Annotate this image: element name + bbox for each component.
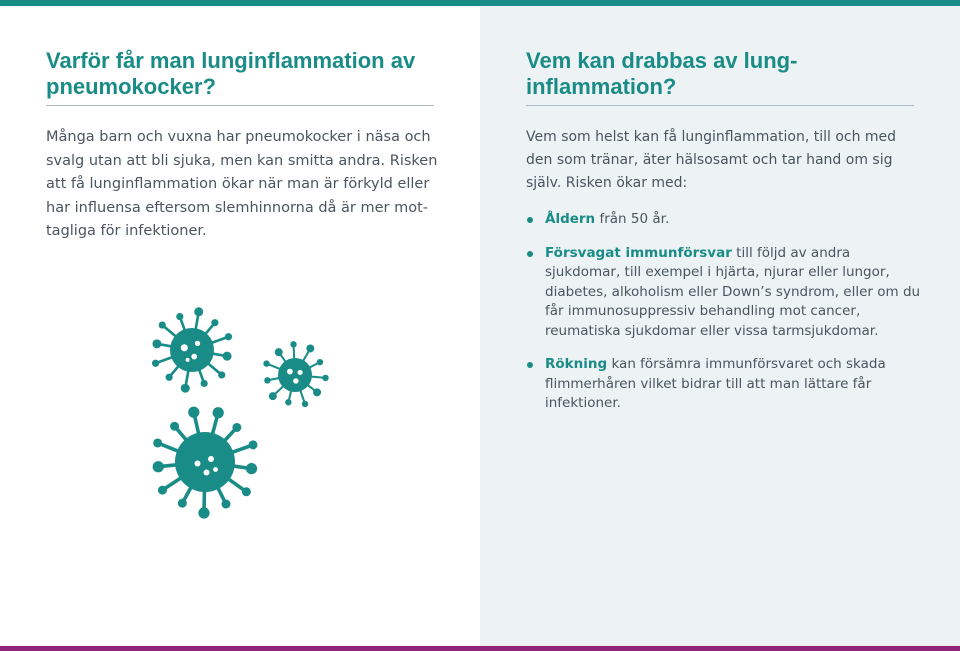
risk-text-smoking: kan försämra immunförsvaret och skada flimmerhåren vilket bidrar till att man lättare får infektioner. <box>545 356 886 411</box>
risk-factor-list <box>526 210 921 414</box>
risk-term-smoking: Rökning <box>545 356 608 372</box>
virus-icon-large <box>153 407 258 519</box>
risk-text-immune: till följd av andra sjukdomar, till exempel i hjärta, njurar eller lungor, diabetes, alkoholism eller Down’s syndrom, eller om du får immunosuppressiv behandling mot cancer, reumatiska sjukdomar eller vissa tarmsjukdomar. <box>545 244 921 339</box>
risk-item-smoking <box>526 355 921 414</box>
virus-icon-small <box>263 341 328 407</box>
left-body-paragraph: Många barn och vuxna har pneumokocker i näsa och svalg utan att bli sjuka, men kan smitta andra. Risken att få lunginflammation ökar när man är förkyld eller har influensa eftersom slemhinnorna då är mer mot-tagliga för infektioner. <box>46 129 438 239</box>
virus-icon-medium <box>152 307 232 392</box>
virus-illustration <box>140 305 340 525</box>
right-heading: Vem kan drabbas av lung-inflammation? <box>526 48 798 99</box>
bottom-accent-bar <box>0 646 960 651</box>
risk-item-immune <box>526 244 921 342</box>
left-heading-divider <box>46 105 434 106</box>
risk-text-age: från 50 år. <box>595 211 670 227</box>
risk-item-age <box>526 210 921 230</box>
risk-term-age: Åldern <box>545 211 596 227</box>
right-heading-divider <box>526 105 914 106</box>
risk-term-immune: Försvagat immunförsvar <box>545 244 732 261</box>
right-intro-paragraph: Vem som helst kan få lunginflammation, till och med den som tränar, äter hälsosamt och tar hand om sig själv. Risken ökar med: <box>526 129 897 191</box>
left-heading: Varför får man lunginflammation av pneumokocker? <box>46 48 416 99</box>
